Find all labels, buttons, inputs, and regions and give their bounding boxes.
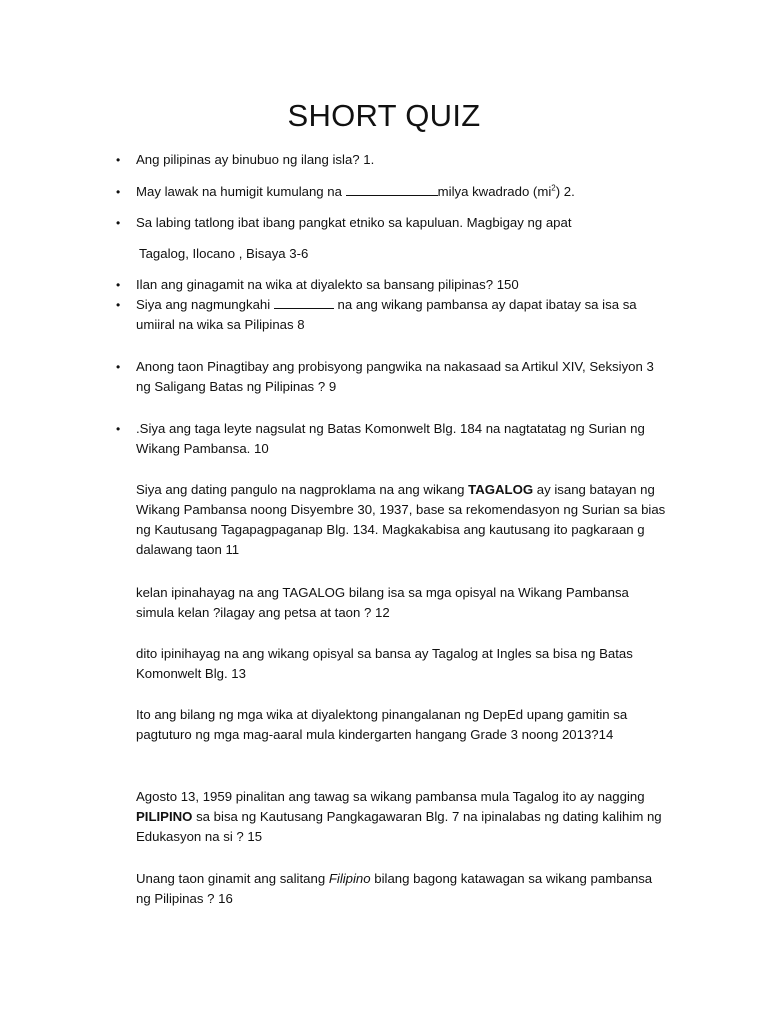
question-13-text-cont: bilang bagong katawagan sa wikang pambansa	[370, 871, 653, 886]
bullet-icon: •	[116, 216, 121, 230]
question-5-text: Siya ang nagmungkahi	[136, 297, 274, 312]
bullet-icon: •	[116, 153, 121, 167]
question-11-line2: pagtuturo ng mga mag-aaral mula kindergarten hangang Grade 3 noong 2013?14	[136, 727, 614, 742]
question-7	[136, 419, 696, 459]
bullet-icon: •	[116, 360, 121, 374]
bullet-icon: •	[116, 298, 121, 312]
bullet-icon: •	[116, 185, 121, 199]
question-11	[136, 705, 696, 745]
question-2-unit: milya kwadrado (mi	[437, 184, 552, 199]
question-13-line2: ng Pilipinas ? 16	[136, 891, 233, 906]
answer-blank	[274, 296, 334, 309]
question-5-line2: umiiral na wika sa Pilipinas 8	[136, 317, 305, 332]
question-8-line2: Wikang Pambansa noong Disyembre 30, 1937, base sa rekomendasyon ng Surian sa bias	[136, 502, 666, 517]
question-6-line1: Anong taon Pinagtibay ang probisyong pangwika na nakasaad sa Artikul XIV, Seksiyon 3	[136, 359, 654, 374]
question-7-line1: .Siya ang taga leyte nagsulat ng Batas Komonwelt Blg. 184 na nagtatatag ng Surian ng	[136, 421, 645, 436]
question-2-text: May lawak na humigit kumulang na	[136, 184, 346, 199]
question-3: Sa labing tatlong ibat ibang pangkat etniko sa kapuluan. Magbigay ng apat	[136, 215, 572, 230]
question-5-text-cont: na ang wikang pambansa ay dapat ibatay sa isa sa	[333, 297, 637, 312]
bullet-icon: •	[116, 422, 121, 436]
page-title: SHORT QUIZ	[287, 98, 481, 133]
question-1: Ang pilipinas ay binubuo ng ilang isla? 1.	[136, 152, 375, 167]
question-9-line2: simula kelan ?ilagay ang petsa at taon ? 12	[136, 605, 390, 620]
question-10-line2: Komonwelt Blg. 13	[136, 666, 246, 681]
question-13-text: Unang taon ginamit ang salitang	[136, 871, 329, 886]
question-4: Ilan ang ginagamit na wika at diyalekto sa bansang pilipinas? 150	[136, 277, 519, 292]
question-3-answer: Tagalog, Ilocano , Bisaya 3-6	[139, 246, 309, 261]
emphasis-pilipino: PILIPINO	[136, 809, 193, 824]
question-7-line2: Wikang Pambansa. 10	[136, 441, 269, 456]
question-10-line1: dito ipinihayag na ang wikang opisyal sa bansa ay Tagalog at Ingles sa bisa ng Batas	[136, 646, 633, 661]
question-8	[136, 480, 696, 560]
question-8-line4: dalawang taon 11	[136, 542, 240, 557]
question-2-number: ) 2.	[555, 184, 575, 199]
question-5	[136, 295, 696, 335]
question-8-text: Siya ang dating pangulo na nagproklama na ang wikang	[136, 482, 469, 497]
question-6-line2: ng Saligang Batas ng Pilipinas ? 9	[136, 379, 337, 394]
emphasis-filipino: Filipino	[328, 871, 371, 886]
question-12	[136, 787, 696, 847]
answer-blank	[346, 183, 438, 196]
question-13	[136, 869, 696, 909]
question-9-line1: kelan ipinahayag na ang TAGALOG bilang isa sa mga opisyal na Wikang Pambansa	[136, 585, 629, 600]
emphasis-tagalog: TAGALOG	[468, 482, 534, 497]
question-8-line3: ng Kautusang Tagapagpaganap Blg. 134. Magkakabisa ang kautusang ito pagkaraan g	[136, 522, 645, 537]
question-12-line2: sa bisa ng Kautusang Pangkagawaran Blg. 7 na ipinalabas ng dating kalihim ng	[192, 809, 662, 824]
bullet-icon: •	[116, 278, 121, 292]
question-8-text-cont: ay isang batayan ng	[533, 482, 655, 497]
question-9	[136, 583, 696, 623]
question-6	[136, 357, 696, 397]
superscript: 2	[551, 183, 556, 193]
question-10	[136, 644, 696, 684]
question-12-line3: Edukasyon na si ? 15	[136, 829, 263, 844]
question-12-line1: Agosto 13, 1959 pinalitan ang tawag sa wikang pambansa mula Tagalog ito ay nagging	[136, 789, 645, 804]
question-2	[136, 182, 696, 202]
question-11-line1: Ito ang bilang ng mga wika at diyalektong pinangalanan ng DepEd upang gamitin sa	[136, 707, 628, 722]
